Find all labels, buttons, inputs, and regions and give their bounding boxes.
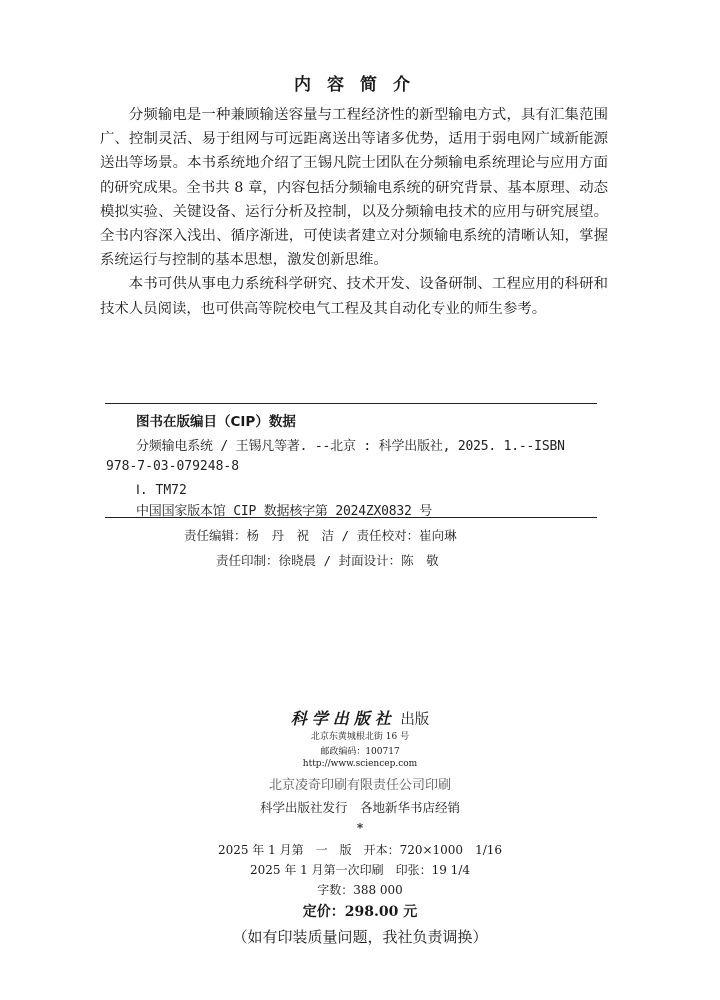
cip-isbn: 978-7-03-079248-8 — [106, 459, 240, 474]
summary-title: 内容简介 — [294, 75, 426, 95]
staff-production: 责任印制：徐晓晨 / 封面设计：陈 敬 — [216, 553, 439, 568]
cip-bottom-rule — [105, 517, 597, 518]
price-line: 定价：298.00 元 — [302, 904, 418, 920]
distributor-line: 科学出版社发行 各地新华书店经销 — [259, 800, 460, 815]
printer-line: 北京凌奇印刷有限责任公司印刷 — [268, 778, 451, 793]
summary-paragraph-1: 分频输电是一种兼顾输送容量与工程经济性的新型输电方式，具有汇集范围广、控制灵活、易于组网与可远距离送出等诸多优势，适用于弱电网广域新能源送出等场景。本书系统地介绍了王锡凡院士团队在分频输电系统理论与应用方面的研究成果。全书共 8 章，内容包括分频输电系统的研究背景、基本原理、动态模拟实验、关键设备、运行分析及控制，以及分频输电技术的应用与研究展望。全书内容深入浅出、循序渐进，可使读者建立对分频输电系统的清晰认知，掌握系统运行与控制的基本思想，激发创新思维。 — [100, 107, 608, 269]
imprint-publisher — [0, 706, 720, 729]
separator-star: * — [356, 821, 364, 835]
publisher-name: 科学出版社 — [290, 709, 396, 728]
edition-line: 2025 年 1 月第 一 版 开本：720×1000 1/16 — [217, 843, 503, 857]
summary-paragraph-2: 本书可供从事电力系统科学研究、技术开发、设备研制、工程应用的科研和技术人员阅读，也可供高等院校电气工程及其自动化专业的师生参考。 — [100, 276, 608, 317]
cip-catalog-entry: 分频输电系统 / 王锡凡等著. --北京 : 科学出版社, 2025. 1.--ISBN — [136, 439, 565, 454]
cip-classification: Ⅰ. TM72 — [136, 483, 187, 498]
publisher-postcode: 邮政编码：100717 — [320, 747, 400, 757]
staff-editors: 责任编辑：杨 丹 祝 洁 / 责任校对：崔向琳 — [184, 528, 457, 543]
impression-line: 2025 年 1 月第一次印刷 印张：19 1/4 — [249, 863, 470, 877]
cip-top-rule — [105, 403, 597, 404]
publisher-website: http://www.sciencep.com — [302, 759, 418, 769]
publisher-suffix: 出版 — [400, 712, 430, 728]
summary-body — [100, 103, 608, 321]
cip-record-number: 中国国家版本馆 CIP 数据核字第 2024ZX0832 号 — [136, 504, 433, 519]
wordcount-line: 字数：388 000 — [317, 883, 403, 897]
publisher-address: 北京东黄城根北街 16 号 — [310, 732, 410, 742]
quality-notice: （如有印装质量问题，我社负责调换） — [232, 928, 488, 946]
cip-heading: 图书在版编目（CIP）数据 — [136, 414, 296, 430]
